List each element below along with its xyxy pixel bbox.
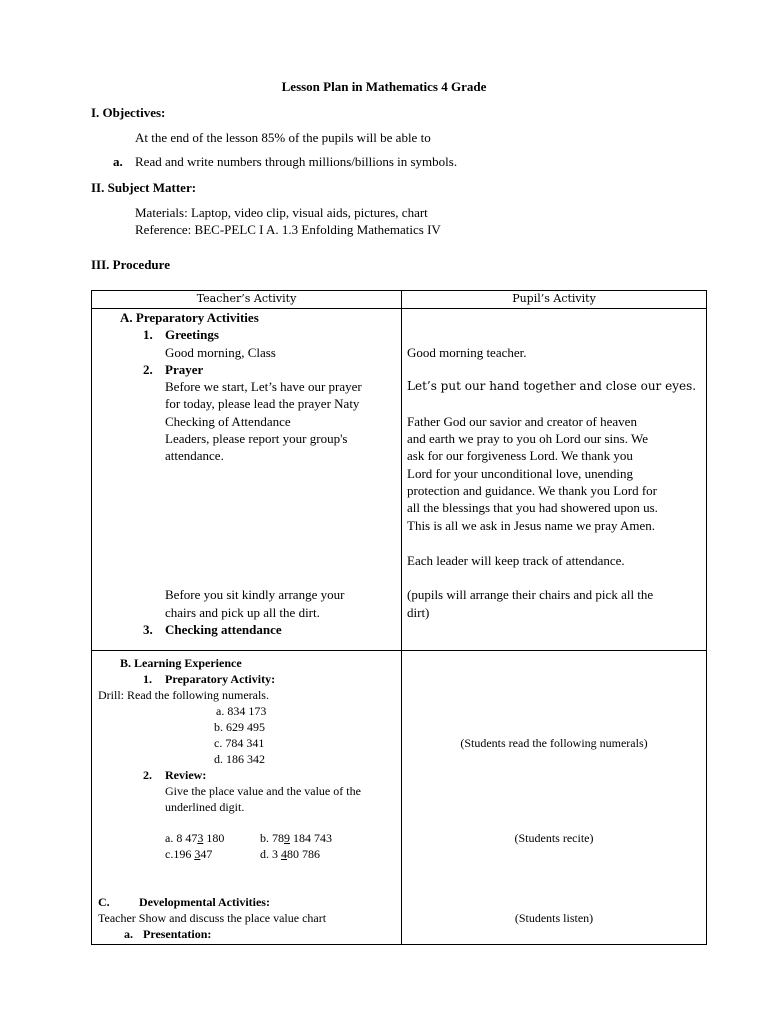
prayer-teacher-line: attendance.: [165, 448, 224, 463]
objectives-intro: At the end of the lesson 85% of the pupils will be able to: [135, 130, 431, 145]
greetings-label: Greetings: [165, 327, 219, 342]
prayer-pupil-line: ask for our forgiveness Lord. We thank you: [407, 448, 633, 463]
objective-marker: a.: [113, 154, 123, 169]
arrange-teacher-line: chairs and pick up all the dirt.: [165, 605, 320, 620]
prayer-teacher-line: Leaders, please report your group's: [165, 431, 348, 446]
arrange-teacher-line: Before you sit kindly arrange your: [165, 587, 345, 602]
greetings-pupil: Good morning teacher.: [407, 345, 527, 360]
arrange-pupil-line: dirt): [407, 605, 430, 620]
numeral-item: b. 629 495: [214, 720, 265, 734]
prep-label: Preparatory Activity:: [165, 672, 276, 686]
review-item-a: a. 8 473 180: [165, 831, 225, 845]
reference-text: Reference: BEC-PELC I A. 1.3 Enfolding Mathematics IV: [135, 222, 441, 237]
prayer-label: Prayer: [165, 362, 204, 377]
drill-text: Drill: Read the following numerals.: [98, 688, 269, 702]
page-title: Lesson Plan in Mathematics 4 Grade: [281, 79, 487, 94]
section-c-marker: C.: [98, 895, 110, 909]
section-a-heading: A. Preparatory Activities: [120, 310, 259, 325]
prayer-pupil-line: This is all we ask in Jesus name we pray Amen.: [407, 518, 656, 533]
show-chart-pupil: (Students listen): [514, 911, 594, 925]
greetings-teacher: Good morning, Class: [165, 345, 276, 360]
review-item-c: c.196 347: [165, 847, 213, 861]
prep-number: 1.: [143, 672, 152, 686]
prayer-pupil-line: all the blessings that you had showered upon us.: [407, 500, 658, 515]
section-b-heading: B. Learning Experience: [120, 656, 242, 670]
numeral-item: d. 186 342: [214, 752, 265, 766]
prayer-pupil-line: and earth we pray to you oh Lord our sins. We: [407, 431, 648, 446]
show-chart-text: Teacher Show and discuss the place value chart: [98, 911, 327, 925]
checking-label: Checking attendance: [165, 622, 282, 637]
review-text-line: Give the place value and the value of the: [165, 784, 361, 798]
section-c-heading: Developmental Activities:: [139, 895, 270, 909]
arrange-pupil-line: (pupils will arrange their chairs and pick all the: [407, 587, 654, 602]
greetings-number: 1.: [143, 327, 153, 342]
attendance-pupil: Each leader will keep track of attendance.: [407, 553, 625, 568]
prayer-pupil-line: Lord for your unconditional love, unending: [407, 466, 634, 481]
numerals-pupil: (Students read the following numerals): [460, 736, 648, 750]
numeral-item: a. 834 173: [216, 704, 267, 718]
review-label: Review:: [165, 768, 207, 782]
procedure-heading: III. Procedure: [91, 257, 170, 272]
review-item-b: b. 789 184 743: [260, 831, 332, 845]
prayer-number: 2.: [143, 362, 153, 377]
numeral-item: c. 784 341: [214, 736, 265, 750]
review-pupil: (Students recite): [514, 831, 594, 845]
table-row-border: [91, 650, 707, 651]
materials-text: Materials: Laptop, video clip, visual aids, pictures, chart: [135, 205, 428, 220]
prayer-teacher-line: Checking of Attendance: [165, 414, 291, 429]
prayer-pupil-line: protection and guidance. We thank you Lord for: [407, 483, 657, 498]
table-middle-border: [401, 290, 402, 945]
table-left-border: [91, 290, 92, 945]
col-header-teacher: Teacher’s Activity: [196, 292, 297, 305]
table-right-border: [706, 290, 707, 945]
review-number: 2.: [143, 768, 152, 782]
prayer-pupil-intro: Let’s put our hand together and close our eyes.: [407, 379, 697, 393]
table-bottom-border: [91, 944, 707, 945]
prayer-teacher-line: for today, please lead the prayer Naty: [165, 396, 360, 411]
col-header-pupil: Pupil’s Activity: [512, 292, 596, 305]
review-item-d: d. 3 480 786: [260, 847, 320, 861]
prayer-pupil-line: Father God our savior and creator of heaven: [407, 414, 637, 429]
review-text-line: underlined digit.: [165, 800, 245, 814]
prayer-teacher-line: Before we start, Let’s have our prayer: [165, 379, 362, 394]
checking-number: 3.: [143, 622, 153, 637]
subject-matter-heading: II. Subject Matter:: [91, 180, 197, 195]
presentation-number: a.: [124, 927, 133, 941]
presentation-label: Presentation:: [143, 927, 212, 941]
objective-item: Read and write numbers through millions/billions in symbols.: [135, 154, 458, 169]
objectives-heading: I. Objectives:: [91, 105, 166, 120]
